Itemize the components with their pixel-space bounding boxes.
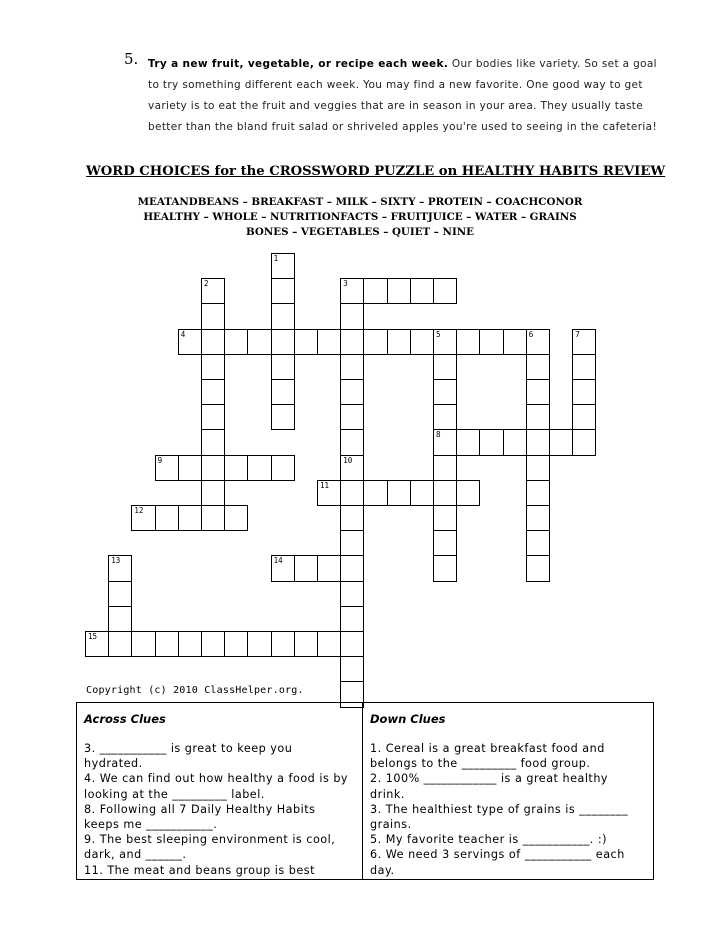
crossword-cell[interactable] [340,379,364,405]
crossword-cell[interactable] [85,631,109,657]
crossword-cell[interactable] [433,329,457,355]
clue-number: 1 [273,254,279,263]
crossword-cell[interactable] [387,329,411,355]
across-clue: 11. The meat and beans group is best [84,863,315,877]
crossword-cell[interactable] [433,555,457,581]
down-clues-column [363,703,652,879]
crossword-cell[interactable] [271,455,295,481]
copyright-notice: Copyright (c) 2010 ClassHelper.org. [86,685,304,696]
crossword-cell[interactable] [108,555,132,581]
crossword-cell[interactable] [503,329,527,355]
crossword-cell[interactable] [433,404,457,430]
crossword-cell[interactable] [271,303,295,329]
clues-table [76,702,654,880]
crossword-cell[interactable] [131,631,155,657]
crossword-cell[interactable] [456,429,480,455]
crossword-cell[interactable] [456,480,480,506]
crossword-cell[interactable] [433,379,457,405]
clue-number: 5 [436,329,441,339]
across-clues-title: Across Clues [84,712,166,726]
clue-number: 13 [111,556,121,566]
crossword-cell[interactable] [340,429,364,455]
crossword-cell[interactable] [410,329,434,355]
healthy-habit-tip [0,0,728,140]
crossword-cell[interactable] [433,480,457,506]
crossword-cell[interactable] [340,329,364,355]
crossword-cell[interactable] [526,555,550,581]
crossword-cell[interactable] [340,631,364,657]
across-clue: 3. ___________ is great to keep you hydrated. [84,742,293,771]
crossword-cell[interactable] [526,480,550,506]
crossword-cell[interactable] [294,329,318,355]
tip-text [148,54,668,138]
word-bank-line: MEATANDBEANS – BREAKFAST – MILK – SIXTY – PROTEIN – COACHCONOR [137,196,583,208]
crossword-cell[interactable] [340,354,364,380]
crossword-cell[interactable] [410,480,434,506]
down-clue: 2. 100% ____________ is a great healthy drink. [370,772,609,801]
crossword-cell[interactable] [433,505,457,531]
clue-number: 6 [528,329,534,339]
crossword-cell[interactable] [340,656,364,682]
crossword-cell[interactable] [363,329,387,355]
crossword-cell[interactable] [387,480,411,506]
tip-body: Our bodies like variety. So set a goal to try something different each week. You may find a new favorite. One good way to get variety is to eat the fruit and veggies that are in season in your area. They usually taste better than the bland fruit salad or shriveled apples you're used to seeing in the cafeteria! [148,58,657,133]
crossword-cell[interactable] [503,429,527,455]
crossword-cell[interactable] [271,329,295,355]
crossword-cell[interactable] [340,455,364,481]
crossword-cell[interactable] [410,278,434,304]
clue-number: 14 [273,556,283,566]
crossword-cell[interactable] [340,530,364,556]
crossword-cell[interactable] [526,404,550,430]
crossword-cell[interactable] [155,455,179,481]
crossword-cell[interactable] [340,404,364,430]
crossword-cell[interactable] [456,329,480,355]
across-clue: 9. The best sleeping environment is cool, dark, and ______. [84,833,336,862]
crossword-cell[interactable] [572,404,596,430]
clue-number: 10 [343,455,353,465]
crossword-cell[interactable] [201,303,225,329]
crossword-cell[interactable] [294,631,318,657]
crossword-cell[interactable] [247,631,271,657]
crossword-cell[interactable] [433,530,457,556]
crossword-cell[interactable] [271,404,295,430]
tip-lead: Try a new fruit, vegetable, or recipe each week. [148,58,449,70]
crossword-cell[interactable] [247,455,271,481]
crossword-cell[interactable] [224,631,248,657]
across-clue: 4. We can find out how healthy a food is by looking at the _________ label. [84,772,349,801]
crossword-cell[interactable] [201,429,225,455]
crossword-cell[interactable] [363,480,387,506]
clue-number: 2 [204,279,209,289]
down-clue: 1. Cereal is a great breakfast food and belongs to the _________ food group. [370,742,605,771]
crossword-cell[interactable] [479,429,503,455]
crossword-cell[interactable] [201,631,225,657]
crossword-cell[interactable] [572,379,596,405]
crossword-cell[interactable] [201,480,225,506]
crossword-cell[interactable] [526,379,550,405]
clue-number: 11 [320,480,330,490]
crossword-cell[interactable] [387,278,411,304]
crossword-cell[interactable] [572,354,596,380]
crossword-cell[interactable] [271,555,295,581]
crossword-cell[interactable] [526,354,550,380]
word-bank-line: HEALTHY – WHOLE – NUTRITIONFACTS – FRUITJUICE – WATER – GRAINS [143,211,577,223]
crossword-cell[interactable] [340,606,364,632]
down-clues-title: Down Clues [370,712,446,726]
clue-number: 8 [436,430,441,440]
crossword-cell[interactable] [131,505,155,531]
crossword-cell[interactable] [155,631,179,657]
crossword-cell[interactable] [108,606,132,632]
crossword-cell[interactable] [572,329,596,355]
crossword-cell[interactable] [340,303,364,329]
crossword-cell[interactable] [224,505,248,531]
tip-number: 5. [124,50,139,68]
word-bank-line: BONES – VEGETABLES – QUIET – NINE [245,226,475,238]
crossword-cell[interactable] [224,329,248,355]
crossword-cell[interactable] [549,429,573,455]
crossword-cell[interactable] [340,505,364,531]
crossword-cell[interactable] [201,455,225,481]
crossword-cell[interactable] [271,379,295,405]
crossword-cell[interactable] [479,329,503,355]
crossword-cell[interactable] [178,631,202,657]
crossword-cell[interactable] [572,429,596,455]
crossword-cell[interactable] [271,278,295,304]
clue-number: 7 [575,329,580,339]
crossword-cell[interactable] [294,555,318,581]
crossword-cell[interactable] [108,581,132,607]
crossword-cell[interactable] [340,555,364,581]
across-clues-column [77,703,363,879]
crossword-cell[interactable] [224,455,248,481]
crossword-cell[interactable] [317,555,341,581]
crossword-cell[interactable] [317,631,341,657]
crossword-cell[interactable] [526,455,550,481]
crossword-cell[interactable] [340,480,364,506]
crossword-cell[interactable] [108,631,132,657]
crossword-cell[interactable] [178,329,202,355]
down-clue: 5. My favorite teacher is ___________. :) [370,833,608,847]
crossword-cell[interactable] [178,455,202,481]
crossword-cell[interactable] [271,253,295,279]
crossword-cell[interactable] [201,404,225,430]
across-clue: 8. Following all 7 Daily Healthy Habits keeps me ___________. [84,802,316,832]
down-clue: 3. The healthiest type of grains is ________ grains. [370,802,629,832]
crossword-cell[interactable] [317,480,341,506]
crossword-cell[interactable] [155,505,179,531]
crossword-cell[interactable] [201,354,225,380]
crossword-cell[interactable] [340,581,364,607]
crossword-cell[interactable] [340,278,364,304]
crossword-cell[interactable] [526,505,550,531]
crossword-cell[interactable] [201,505,225,531]
crossword-cell[interactable] [271,631,295,657]
crossword-cell[interactable] [526,429,550,455]
crossword-cell[interactable] [271,354,295,380]
word-choices-heading: WORD CHOICES for the CROSSWORD PUZZLE on HEALTHY HABITS REVIEW [86,164,666,179]
down-clue: 6. We need 3 servings of ___________ each day. [370,848,625,877]
crossword-cell[interactable] [433,354,457,380]
crossword-cell[interactable] [201,379,225,405]
crossword-cell[interactable] [433,429,457,455]
crossword-cell[interactable] [201,278,225,304]
crossword-cell[interactable] [526,530,550,556]
crossword-cell[interactable] [433,278,457,304]
clue-number: 9 [157,455,163,465]
crossword-cell[interactable] [433,455,457,481]
crossword-cell[interactable] [526,329,550,355]
clue-number: 15 [88,632,98,641]
crossword-cell[interactable] [317,329,341,355]
crossword-cell[interactable] [363,278,387,304]
crossword-cell[interactable] [178,505,202,531]
clue-number: 12 [134,506,144,515]
crossword-cell[interactable] [201,329,225,355]
crossword-cell[interactable] [247,329,271,355]
clue-number: 3 [343,279,348,289]
word-bank [100,195,620,240]
clue-number: 4 [180,329,186,339]
